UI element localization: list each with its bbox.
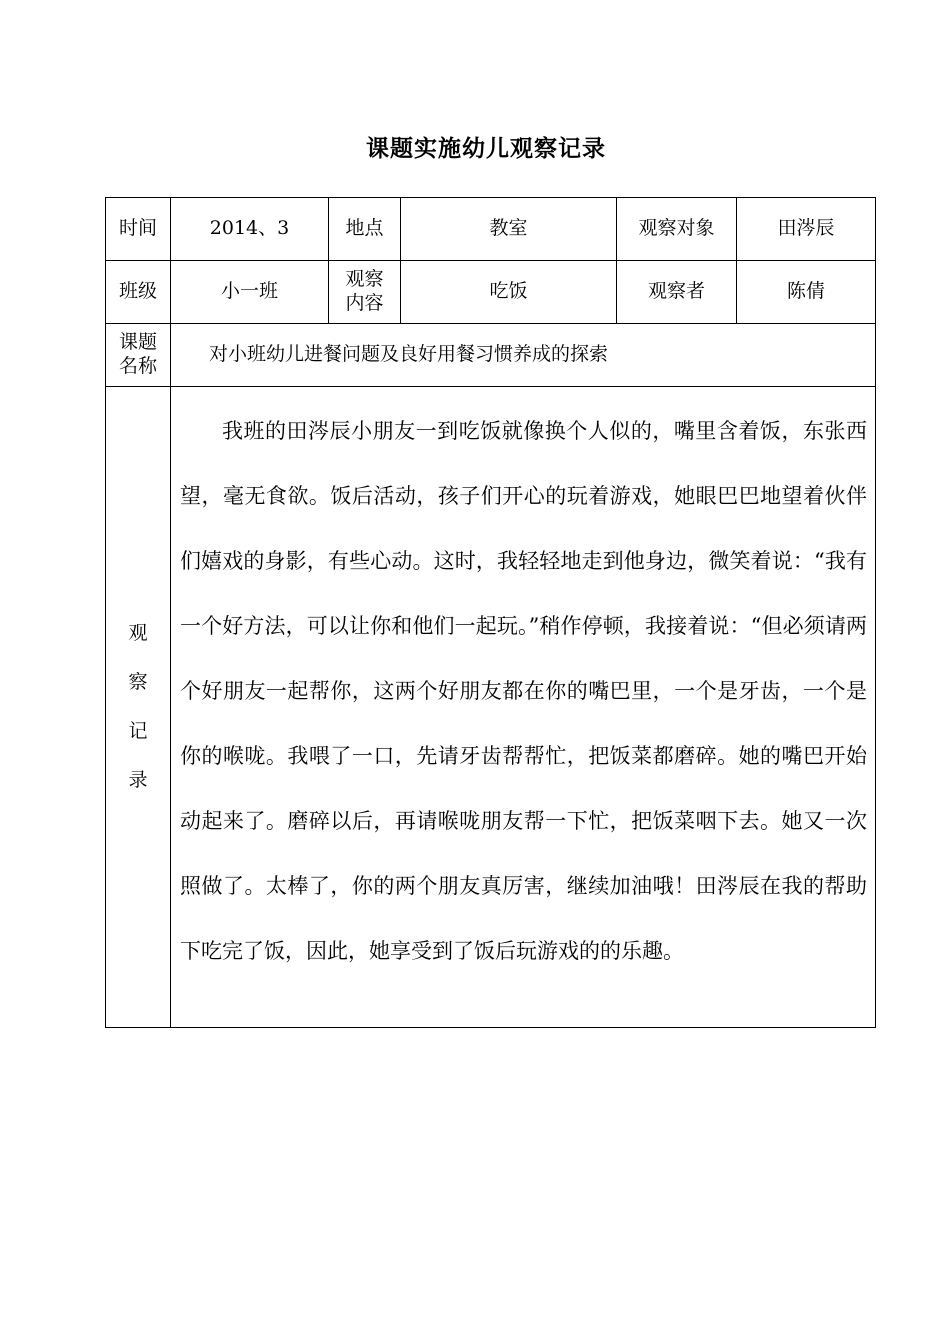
topic-label-line1: 课题: [118, 331, 157, 354]
subject-value: 田涔辰: [737, 198, 876, 261]
place-label: 地点: [329, 198, 401, 261]
topic-label: [106, 324, 171, 387]
topic-label-line2: 名称: [118, 355, 157, 377]
time-label: 时间: [106, 198, 171, 261]
subject-label: 观察对象: [617, 198, 737, 261]
table-row-record: [106, 387, 876, 1028]
class-label: 班级: [106, 261, 171, 324]
topic-value: 对小班幼儿进餐问题及良好用餐习惯养成的探索: [171, 324, 876, 387]
document-title: 课题实施幼儿观察记录: [366, 135, 606, 162]
class-value: 小一班: [171, 261, 329, 324]
content-label: [329, 261, 401, 324]
table-row-time: [106, 198, 876, 261]
place-value: 教室: [401, 198, 617, 261]
record-label-char-4: 录: [128, 769, 148, 791]
content-label-line1: 观察: [345, 268, 384, 291]
table-row-class: [106, 261, 876, 324]
content-label-line2: 内容: [345, 292, 384, 314]
record-label-char-1: 观: [128, 622, 148, 644]
observer-value: 陈倩: [737, 261, 876, 324]
content-value: 吃饭: [401, 261, 617, 324]
observer-label: 观察者: [617, 261, 737, 324]
record-label-char-2: 察: [128, 671, 148, 693]
time-value: 2014、3: [171, 198, 329, 261]
record-label-char-3: 记: [128, 720, 148, 742]
observation-record-table: [105, 197, 876, 1028]
record-body-text: 我班的田涔辰小朋友一到吃饭就像换个人似的，嘴里含着饭，东张西望，毫无食欲。饭后活动，孩子们开心的玩着游戏，她眼巴巴地望着伙伴们嬉戏的身影，有些心动。这时，我轻轻地走到他身边，微笑着说：“我有一个好方法，可以让你和他们一起玩。”稍作停顿，我接着说：“但必须请两个好朋友一起帮你，这两个好朋友都在你的嘴巴里，一个是牙齿，一个是你的喉咙。我喂了一口，先请牙齿帮帮忙，把饭菜都磨碎。她的嘴巴开始动起来了。磨碎以后，再请喉咙朋友帮一下忙，把饭菜咽下去。她又一次照做了。太棒了，你的两个朋友真厉害，继续加油哦！田涔辰在我的帮助下吃完了饭，因此，她享受到了饭后玩游戏的的乐趣。: [171, 387, 876, 1028]
record-label: [106, 387, 171, 1028]
table-row-topic: [106, 324, 876, 387]
